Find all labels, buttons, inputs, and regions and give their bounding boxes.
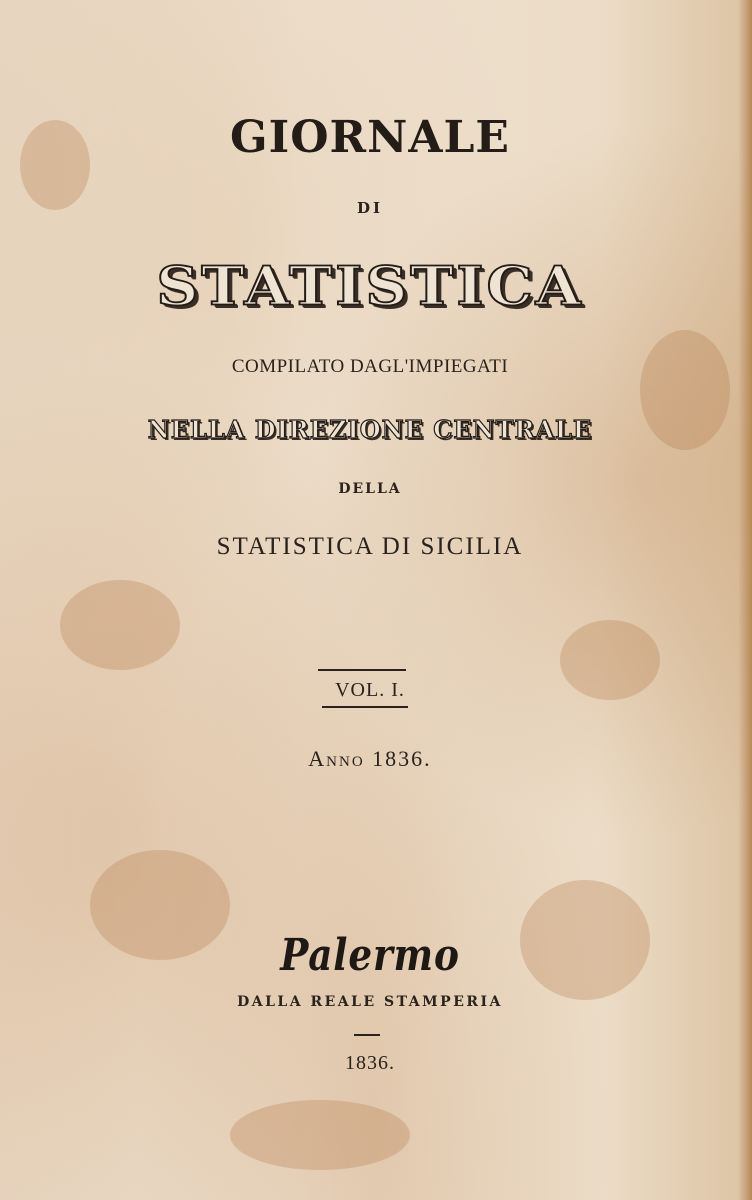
imprint-year: 1836. [345, 1052, 395, 1074]
subtitle-line-1: COMPILATO DAGL'IMPIEGATI [231, 356, 509, 377]
subtitle-line-3: DELLA [338, 481, 402, 497]
title-line-2: STATISTICA [156, 254, 584, 318]
volume-label: VOL. I. [335, 679, 405, 701]
foxing-stain [230, 1100, 410, 1170]
page-edge-shadow [738, 0, 752, 1200]
title-line-1: GIORNALE [230, 112, 510, 163]
volume-rule-bottom [322, 706, 408, 708]
foxing-stain [60, 580, 180, 670]
imprint-city: Palermo [280, 930, 460, 981]
imprint-rule [354, 1034, 380, 1036]
title-connector: DI [356, 199, 384, 217]
subtitle-line-2: NELLA DIREZIONE CENTRALE [147, 415, 593, 444]
imprint-press: DALLA REALE STAMPERIA [237, 994, 503, 1010]
volume-rule-top [318, 669, 406, 671]
subtitle-line-4: STATISTICA DI SICILIA [216, 533, 524, 560]
year-line: Anno 1836. [308, 746, 432, 771]
